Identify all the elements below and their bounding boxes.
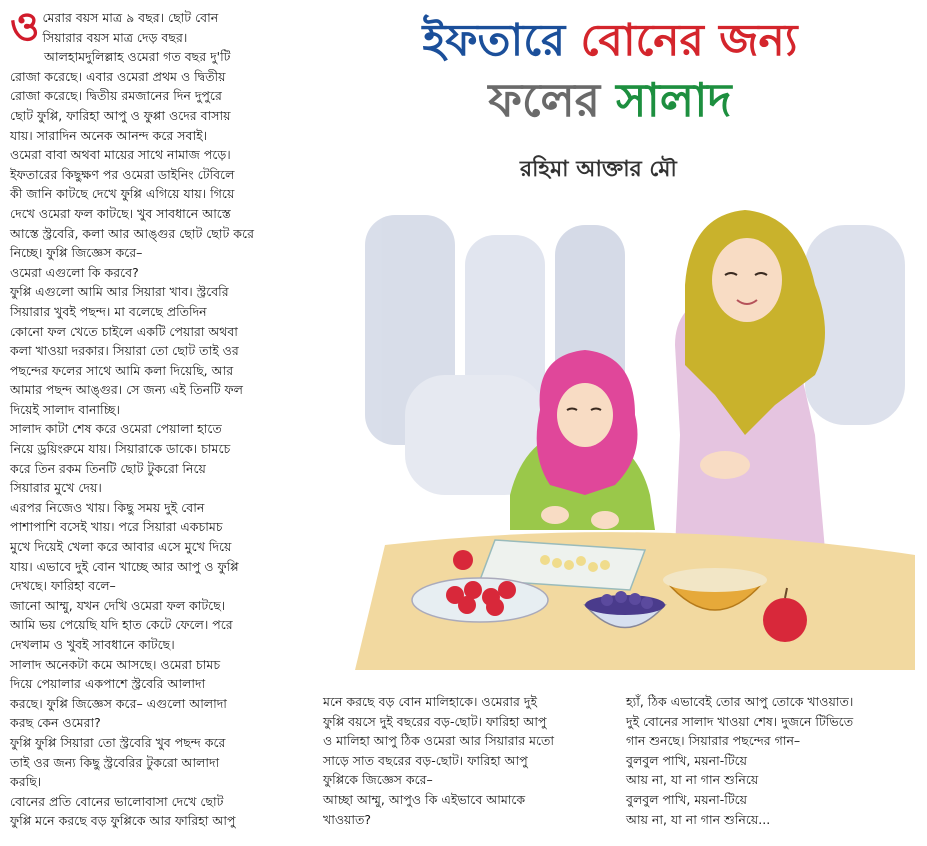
left-line: করছে। ফুপ্পি জিজ্ঞেস করে– এগুলো আলাদা	[10, 695, 227, 711]
title-line-2	[330, 70, 890, 130]
left-line: মুখে দিয়েই খেলা করে আবার এসে মুখে দিয়ে	[10, 539, 232, 555]
middle-line: ও মালিহা আপু ঠিক ওমেরা আর সিয়ারার মতো	[323, 733, 555, 749]
left-line: আমার পছন্দ আঙ্গুর। সে জন্য এই তিনটি ফল	[10, 382, 243, 398]
left-line: কী জানি কাটছে দেখে ফুপ্পি এগিয়ে যায়। গিয়ে	[10, 186, 235, 202]
poem-line: আয় না, যা না গান শুনিয়ে...	[626, 811, 771, 827]
left-line: আস্তে স্ট্রবেরি, কলা আর আঙ্গুর ছোট ছোট করে	[10, 225, 254, 241]
right-column	[626, 692, 916, 829]
middle-line: সাড়ে সাত বছরের বড়-ছোট। ফারিহা আপু	[323, 752, 528, 768]
left-line: পাশাপাশি বসেই খায়। পরে সিয়ারা একচামচ	[10, 519, 223, 535]
left-line: রোজা করেছে। এবার ওমেরা প্রথম ও দ্বিতীয়	[10, 68, 226, 84]
middle-line: খাওয়াত?	[323, 811, 372, 827]
left-line: এরপর নিজেও খায়। কিছু সময় দুই বোন	[10, 499, 205, 515]
middle-line: ফুপ্পিকে জিজ্ঞেস করে–	[323, 772, 433, 788]
left-line: সিয়ারার মুখে দেয়।	[10, 480, 102, 496]
mother-figure	[675, 210, 825, 550]
left-line: করে তিন রকম তিনটি ছোট টুকরো নিয়ে	[10, 460, 206, 476]
left-line: করছি।	[10, 774, 42, 790]
illustration	[345, 195, 920, 670]
poem-line: বুলবুল পাখি, ময়না-টিয়ে	[626, 791, 748, 807]
left-line: ইফতারের কিছুক্ষণ পর ওমেরা ডাইনিং টেবিলে	[10, 166, 235, 182]
left-line: জানো আম্মু, যখন দেখি ওমেরা ফল কাটছে।	[10, 597, 226, 613]
left-column	[10, 4, 310, 831]
left-line: দিয়েই সালাদ বানাচ্ছি।	[10, 401, 120, 417]
right-line: দুই বোনের সালাদ খাওয়া শেষ। দুজনে টিভিতে	[626, 713, 854, 729]
left-line: সালাদ অনেকটা কমে আসছে। ওমেরা চামচ	[10, 656, 221, 672]
left-line: দিয়ে পেয়ালার একপাশে স্ট্রবেরি আলাদা	[10, 676, 206, 692]
left-line: সালাদ কাটা শেষ করে ওমেরা পেয়ালা হাতে	[10, 421, 222, 437]
title-word-foler: ফলের	[488, 73, 601, 127]
left-line: পছন্দের ফলের সাথে আমি কলা দিয়েছি, আর	[10, 362, 234, 378]
left-line: রোজা করেছে। দ্বিতীয় রমজানের দিন দুপুরে	[10, 88, 222, 104]
left-line: বোনের প্রতি বোনের ভালোবাসা দেখে ছোট	[10, 793, 224, 809]
left-line: আমি ভয় পেয়েছি যদি হাত কেটে ফেলে। পরে	[10, 617, 233, 633]
left-line: দেখছে। ফারিহা বলে–	[10, 578, 116, 594]
left-line: যায়। সারাদিন অনেক আনন্দ করে সবাই।	[10, 127, 208, 143]
left-line: ফুপ্পি ফুপ্পি সিয়ারা তো স্ট্রবেরি খুব পছন্দ করে	[10, 734, 226, 750]
left-line: ফুপ্পি মনে করছে বড় ফুপ্পিকে আর ফারিহা আপু	[10, 813, 236, 829]
left-line: আলহামদুলিল্লাহ ওমেরা গত বছর দু'টি	[44, 49, 231, 65]
watercolor-background	[365, 215, 905, 495]
title-line-1	[330, 12, 890, 70]
title-word-salad: সালাদ	[616, 73, 732, 127]
left-line: ওমেরা এগুলো কি করবে?	[10, 264, 139, 280]
left-line: যায়। এভাবে দুই বোন খাচ্ছে আর আপু ও ফুপ্পি	[10, 558, 239, 574]
title-word-boner-jonno: বোনের জন্য	[580, 15, 798, 66]
left-line: তাই ওর জন্য কিছু স্ট্রবেরির টুকরো আলাদা	[10, 754, 220, 770]
left-line: করছ কেন ওমেরা?	[10, 715, 101, 731]
left-line: দেখে ওমেরা ফল কাটছে। খুব সাবধানে আস্তে	[10, 205, 231, 221]
left-line: ফুপ্পি এগুলো আমি আর সিয়ারা খাব। স্ট্রবেরি	[10, 284, 229, 300]
poem-line: আয় না, যা না গান শুনিয়ে	[626, 772, 759, 788]
right-line: হ্যাঁ, ঠিক এভাবেই তোর আপু তোকে খাওয়াত।	[626, 694, 854, 709]
poem-line: বুলবুল পাখি, ময়না-টিয়ে	[626, 752, 748, 768]
middle-line: ফুপ্পি বয়সে দুই বছরের বড়-ছোট। ফারিহা আপু	[323, 713, 547, 729]
middle-column	[323, 692, 613, 829]
left-line: নিয়ে ড্রয়িংরুমে যায়। সিয়ারাকে ডাকে। চামচে	[10, 441, 231, 457]
drop-cap: ও	[10, 4, 40, 50]
article-title	[330, 12, 890, 130]
author-byline: রহিমা আক্তার মৌ	[520, 157, 677, 182]
left-line: কোনো ফল খেতে চাইলে একটি পেয়ারা অথবা	[10, 323, 238, 339]
left-line: ওমেরা বাবা অথবা মায়ের সাথে নামাজ পড়ে।	[10, 147, 231, 163]
left-line: ছোট ফুপ্পি, ফারিহা আপু ও ফুপ্পা ওদের বাসায়	[10, 107, 231, 123]
title-word-iftare: ইফতারে	[422, 15, 566, 66]
left-line: নিচ্ছে। ফুপ্পি জিজ্ঞেস করে–	[10, 245, 143, 261]
left-line: দেখলাম ও খুবই সাবধানে কাটছে।	[10, 637, 175, 652]
left-line: সিয়ারার খুবই পছন্দ। মা বলেছে প্রতিদিন	[10, 303, 207, 319]
middle-line: মনে করছে বড় বোন মালিহাকে। ওমেরার দুই	[323, 694, 537, 709]
left-line: কলা খাওয়া দরকার। সিয়ারা তো ছোট তাই ওর	[10, 343, 239, 359]
middle-line: আচ্ছা আম্মু, আপুও কি এইভাবে আমাকে	[323, 791, 526, 807]
left-line: মেরার বয়স মাত্র ৯ বছর। ছোট বোন	[42, 10, 219, 25]
right-line: গান শুনছে। সিয়ারার পছন্দের গান–	[626, 733, 801, 749]
left-line: সিয়ারার বয়স মাত্র দেড় বছর।	[42, 29, 188, 45]
